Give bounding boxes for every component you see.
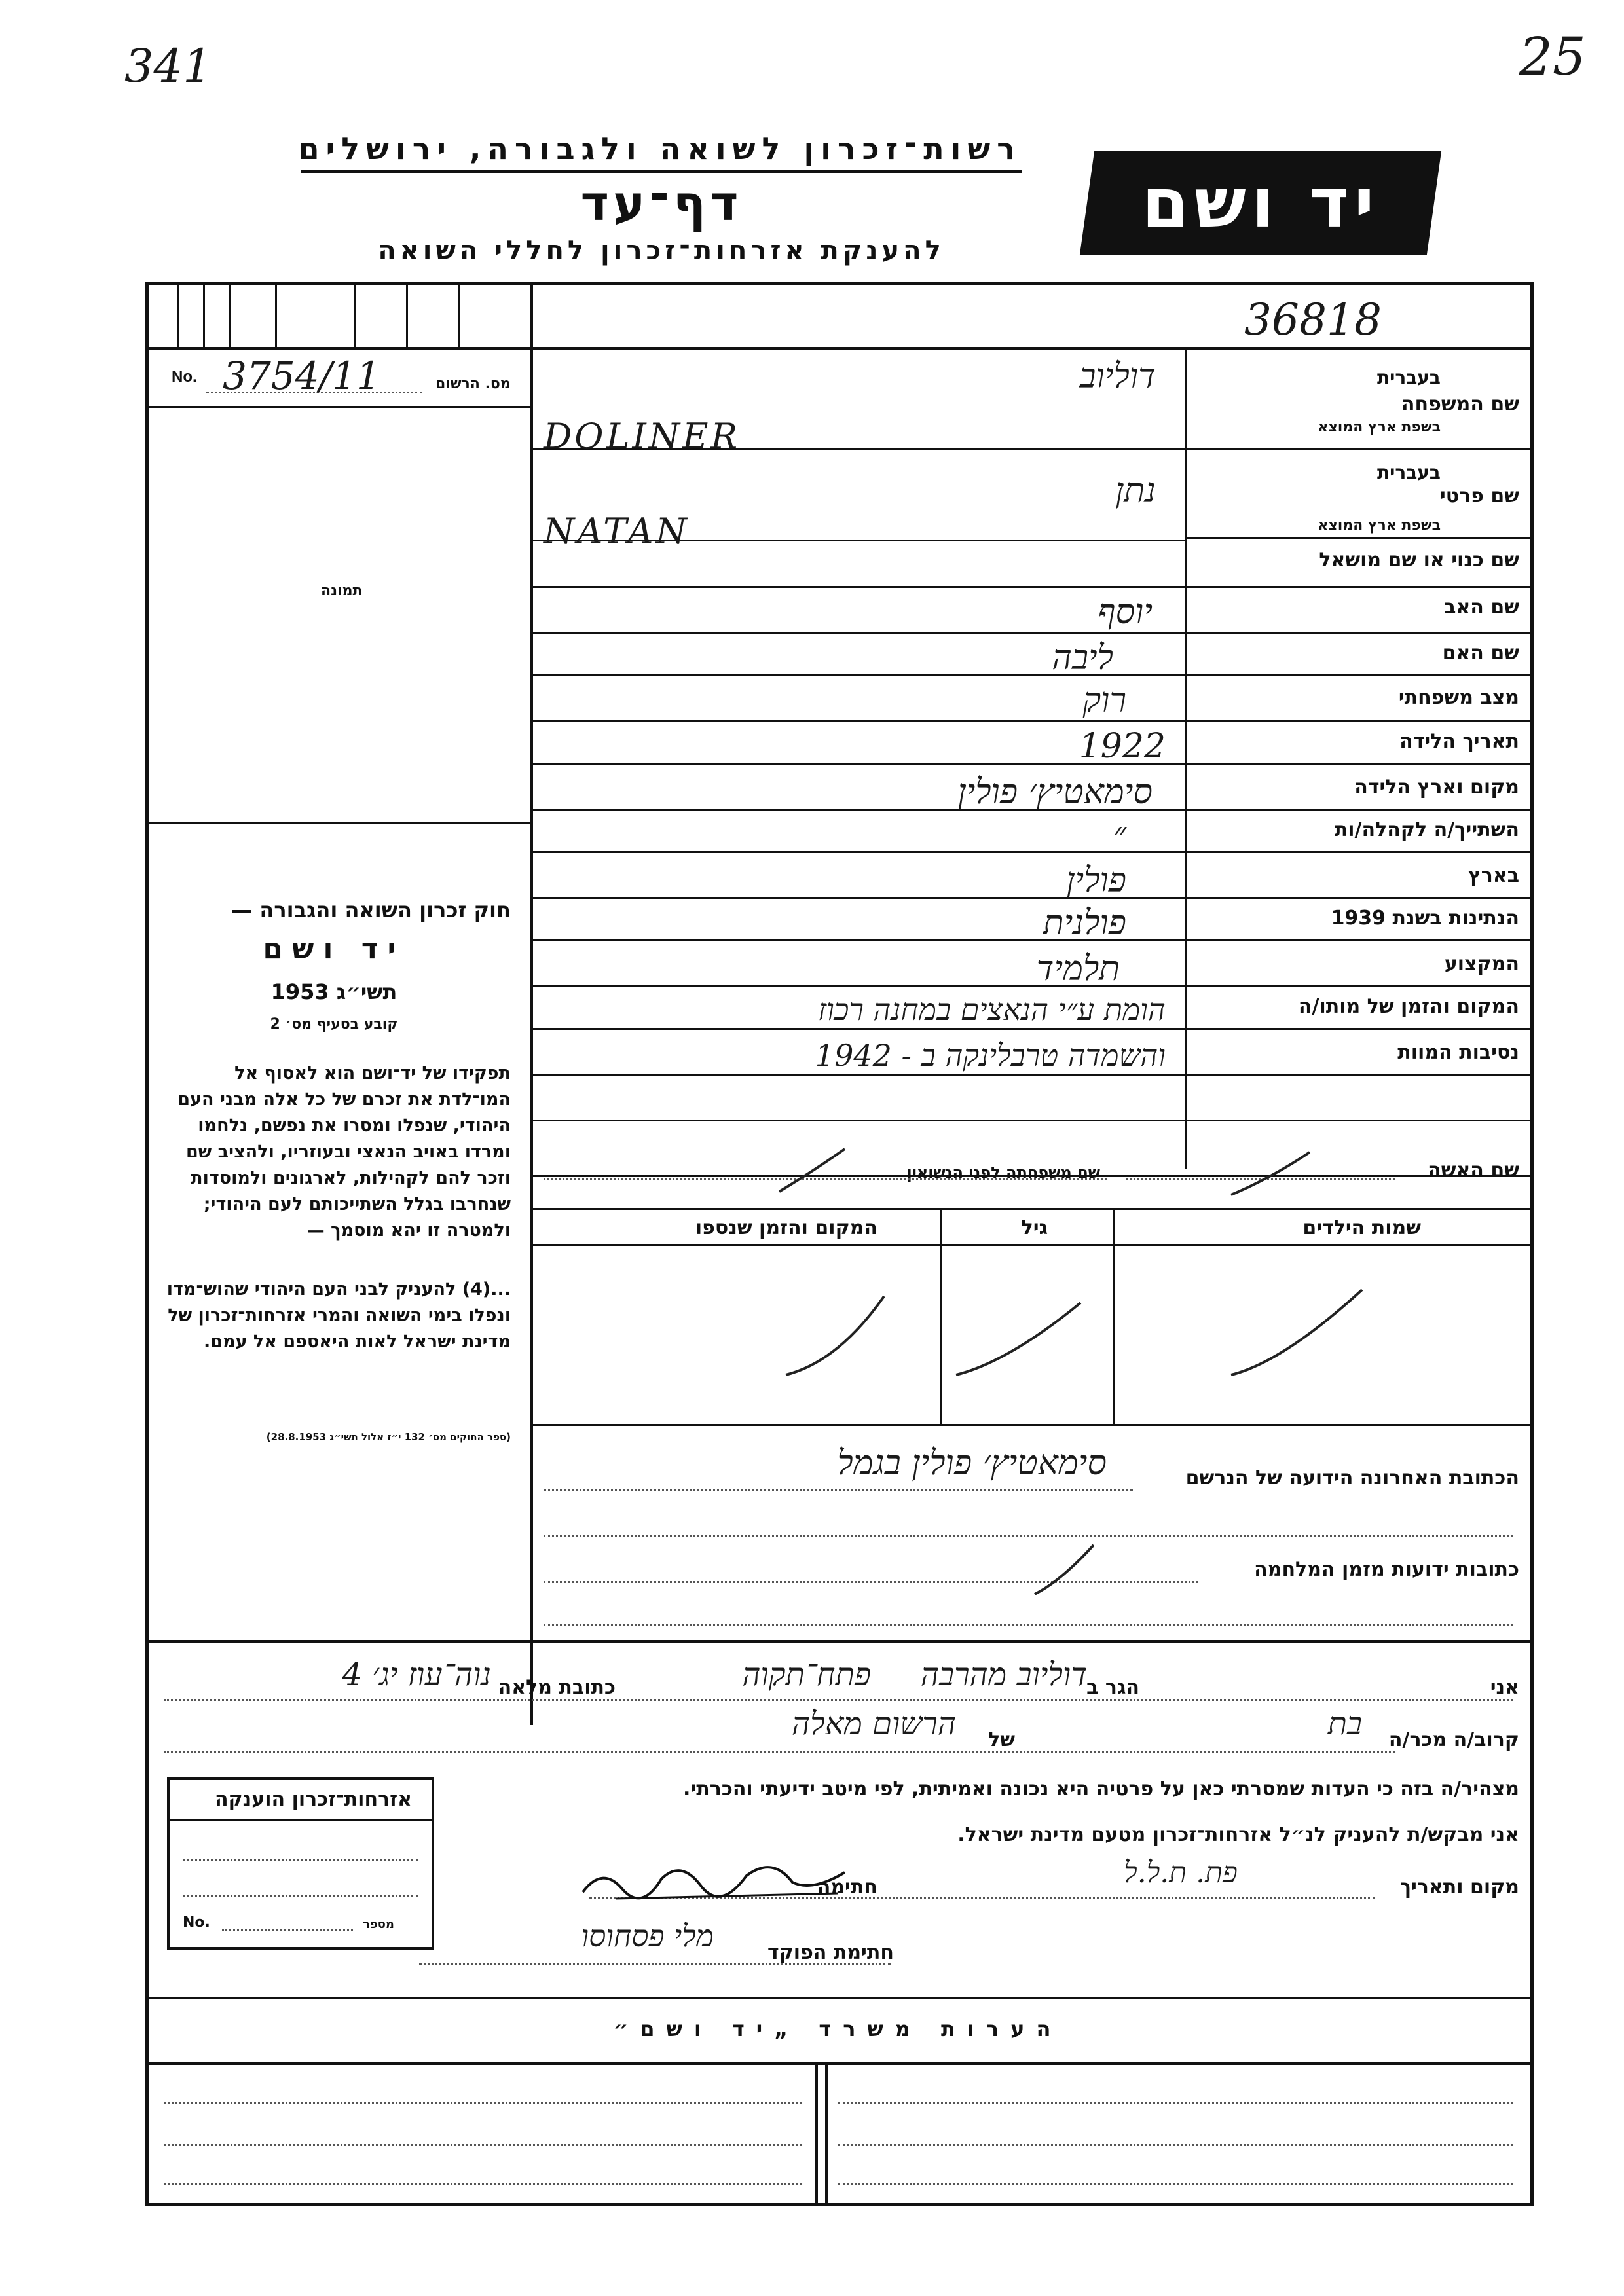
father-value: יוסף [1098, 592, 1153, 632]
corner-right-number: 25 [1519, 26, 1586, 87]
family-name-origin-value: DOLINER [544, 416, 741, 457]
relation-label: קרוב/ה מכר/ה [1388, 1728, 1519, 1751]
form-title: דף־עד [580, 175, 743, 232]
declaration-ani: אני [1490, 1676, 1519, 1699]
citizenship-no-label: No. [183, 1914, 210, 1931]
law-body-2: ...(4) להעניק לבני העם היהודי שהוש־מדו ונפלו בימי השואה והמרי אזרחות־זכרון של מדינת ישראל לאות היאספם אל עמם. [166, 1279, 511, 1352]
birth-date-value: 1922 [1079, 727, 1166, 766]
authority-title: רשות־זכרון לשואה ולגבורה, ירושלים [301, 131, 1022, 173]
declaration-request: אני מבקש/ת להעניק לנ״ל אזרחות־זכרון מטעם מדינת ישראל. [957, 1823, 1519, 1846]
wife-maiden-dash [1225, 1149, 1316, 1201]
children-age-dash [950, 1296, 1087, 1381]
declaration-statement: מצהיר/ה בזה כי העדות שמסרתי כאן על פרטיה היא נכונה ואמיתית, לפי מיטב ידיעתי והכרתי. [683, 1777, 1519, 1800]
law-clause: קובע בסעיף מס׳ 2 [270, 1016, 398, 1032]
citizenship-number-label: מספר [363, 1918, 394, 1931]
marital-value: רוק [1082, 681, 1126, 720]
citizenship-value: פולנית [1043, 903, 1126, 943]
first-name-hebrew-label: בעברית [1376, 462, 1441, 483]
declarant-name: דוליוב מהרבה [920, 1656, 1087, 1693]
children-header-names: שמות הילדים [1302, 1216, 1421, 1239]
place-date-label: מקום ותאריך [1399, 1876, 1519, 1899]
nickname-label: שם כנוי או שם מושאל [1319, 549, 1519, 572]
last-address-label: הכתובת האחרונה הידועה של הנרשם [1185, 1467, 1519, 1489]
citizenship-granted-box [167, 1777, 434, 1950]
children-place-dash [779, 1290, 891, 1381]
record-number: 36818 [1244, 295, 1382, 345]
wife-dash [773, 1146, 851, 1198]
birth-place-value: סימאטיץ׳ פולין [957, 773, 1153, 812]
citizenship-granted-title: אזרחות־זכרון הוענקה [214, 1788, 412, 1811]
declarant-signature [576, 1853, 851, 1912]
family-name-hebrew-label: בעברית [1376, 367, 1441, 388]
law-title: חוק זכרון השואה והגבורה — [231, 898, 511, 922]
family-name-origin-label: בשפת ארץ המוצא [1318, 419, 1441, 435]
officer-signature: מלי פסחוסו [581, 1918, 714, 1954]
wartime-dash [1028, 1542, 1100, 1601]
community-label: השתייך/ה לקהלה/ות [1334, 818, 1519, 841]
officer-signature-label: חתימת הפוקד [767, 1941, 894, 1964]
children-header-age: גיל [1021, 1216, 1048, 1239]
death-circumstances-label: נסיבות המוות [1397, 1041, 1519, 1064]
registration-label: מס. הרשום [435, 376, 511, 392]
declarant-city: פתח־תקוה [742, 1656, 871, 1693]
profession-value: תלמיד [1036, 949, 1120, 989]
father-label: שם האב [1444, 596, 1519, 619]
wartime-addresses-label: כתובות ידועות מזמן המלחמה [1254, 1558, 1519, 1581]
first-name-hebrew-value: נתן [1115, 471, 1156, 511]
country-value: פולין [1066, 861, 1126, 900]
birth-place-label: מקום וארץ הלידה [1354, 776, 1519, 799]
wife-maiden-label: שם משפחתה לפני הנשואין [906, 1163, 1100, 1182]
family-name-label: שם המשפחה [1401, 393, 1519, 416]
last-address-value: סימאטיץ׳ פולין בגמל [837, 1444, 1107, 1483]
children-names-dash [1225, 1283, 1369, 1381]
law-body: תפקידו של יד־ושם הוא לאסוף אל המו־לדת את זכרם של כל אלה מבני העם היהודי, שנפלו ומסרו את נפשם, נלחמו ומרדו באויב הנאצי ובעוזריו, ולהציב שם וזכר להם לקהילות, לארגונים ולמוסדות שנחרבו בגלל השתייכותם לעם היהודי; ולמטרה זו יהא מוסמך — [177, 1063, 511, 1241]
first-name-origin-value: NATAN [544, 511, 690, 552]
death-place-label: המקום והזמן של מותו/ה [1298, 995, 1519, 1018]
death-circumstances-value: והשמדה טרבלינקה ב - 1942 [815, 1038, 1166, 1073]
relation-value: בת [1327, 1705, 1362, 1742]
form-subtitle: להענקת אזרחות־זכרון לחללי השואה [378, 236, 945, 266]
signature-label: חתימה [817, 1876, 877, 1899]
country-label: בארץ [1467, 864, 1519, 887]
law-name: יד ושם [263, 932, 405, 966]
mother-value: ליבה [1052, 638, 1113, 678]
first-name-label: שם פרטי [1439, 484, 1519, 507]
place-date-value: פת. ת.ל.ל [1124, 1856, 1238, 1889]
birth-date-label: תאריך הלידה [1399, 730, 1519, 753]
registration-no-label: No. [172, 368, 197, 386]
children-header-place: המקום והזמן שנספו [695, 1216, 877, 1239]
community-value: ״ [1113, 815, 1126, 854]
corner-left-number: 341 [124, 39, 212, 93]
of-value: הרשום מאלה [791, 1705, 956, 1742]
mother-label: שם האם [1442, 642, 1519, 665]
registration-number: 3754/11 [223, 354, 380, 398]
of-label: של [988, 1728, 1015, 1751]
full-address-label: כתובת מלאה [498, 1676, 616, 1699]
profession-label: המקצוע [1444, 953, 1519, 975]
citizenship-label: הנתינות בשנת 1939 [1331, 907, 1519, 930]
death-place-value: הומת ע״י הנאצים במחנה רכוז [818, 992, 1166, 1027]
marital-label: מצב משפחתי [1398, 686, 1519, 709]
logo [1080, 151, 1441, 255]
logo-text: יד ושם [1141, 163, 1380, 243]
wife-label: שם האשה [1428, 1159, 1519, 1182]
office-notes-title: הערות משרד „יד ושם״ [613, 2016, 1063, 2041]
declarant-address: נוה־עוז יג׳ 4 [342, 1656, 491, 1693]
first-name-origin-label: בשפת ארץ המוצא [1318, 517, 1441, 534]
photo-label: תמונה [321, 583, 363, 599]
law-year: תשי״ג 1953 [270, 979, 397, 1004]
law-footnote: (ספר החוקים מס׳ 132 י״ז אלול תשי״ג 28.8.1953) [266, 1431, 511, 1443]
family-name-hebrew-value: דוליוב [1079, 357, 1156, 396]
resides-label: הגר ב [1086, 1676, 1139, 1699]
